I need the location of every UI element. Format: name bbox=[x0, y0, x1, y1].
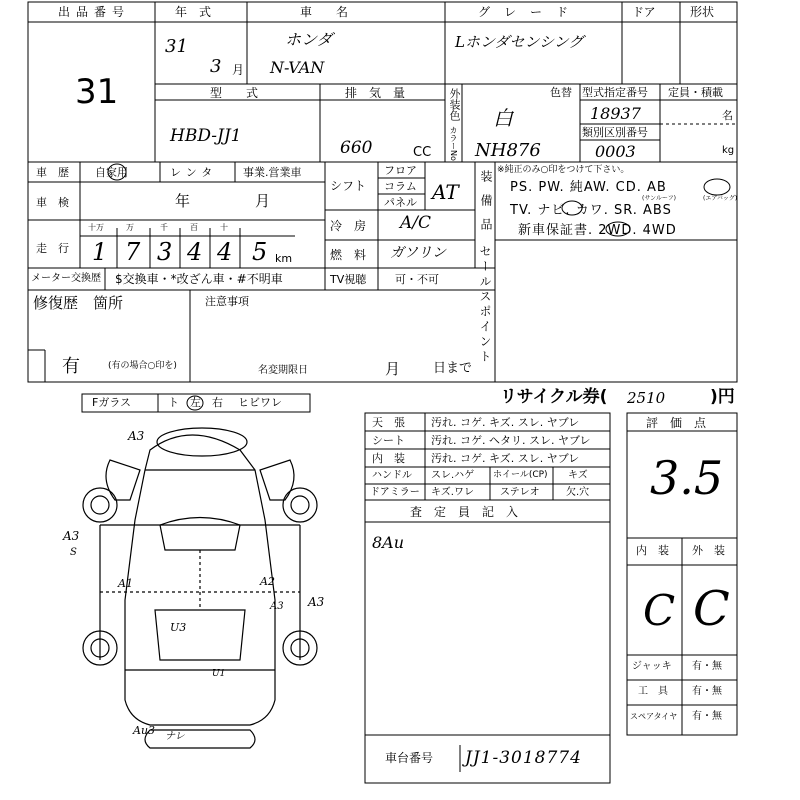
grade-value: Lホンダセンシング bbox=[455, 33, 584, 51]
history-option-rental: レンタ bbox=[170, 166, 218, 179]
deadline-label: 名変期限日 bbox=[258, 365, 308, 376]
recycle-unit: )円 bbox=[710, 387, 735, 407]
tv-value: 可・不可 bbox=[395, 273, 439, 286]
inspection-year: 年 bbox=[175, 192, 191, 210]
damage-mark-a3-right: A3 bbox=[270, 601, 284, 612]
color-code-label: カラーNo. bbox=[449, 126, 458, 164]
interior-row-3-label: 内 装 bbox=[372, 452, 405, 465]
lot-number: 31 bbox=[75, 72, 119, 112]
type-designation-value: 18937 bbox=[590, 104, 641, 123]
damage-mark-a2: A2 bbox=[260, 575, 275, 588]
glass-label: Fガラス bbox=[92, 396, 131, 409]
capacity-unit: 名 bbox=[722, 109, 733, 122]
equip-line-2: TV. ナビ. カワ. SR. ABS bbox=[510, 203, 672, 218]
mileage-digit-5: 4 bbox=[217, 238, 233, 266]
glass-option-left: 左 bbox=[190, 396, 201, 409]
damage-mark-left-s: S bbox=[70, 547, 77, 558]
spare-label: スペアタイヤ bbox=[630, 712, 678, 721]
recycle-label: リサイクル券( bbox=[500, 387, 608, 407]
wheel-value: キズ bbox=[568, 470, 588, 481]
type-label: 型 式 bbox=[210, 86, 259, 100]
repair-note: (有の場合○印を) bbox=[108, 361, 177, 371]
type-value: HBD-JJ1 bbox=[170, 126, 242, 146]
inspector-note: 8Au bbox=[372, 533, 405, 552]
maker-label: 車 名 bbox=[300, 5, 349, 19]
mileage-km: km bbox=[275, 252, 293, 265]
maker-value: ホンダ bbox=[285, 30, 333, 49]
mileage-digit-1: 1 bbox=[92, 238, 108, 266]
stereo-options: 欠.穴 bbox=[566, 487, 590, 498]
color-change-label: 色替 bbox=[550, 86, 572, 99]
damage-mark-left: A3 bbox=[63, 529, 80, 543]
interior-row-1-options: 汚れ. コゲ. キズ. スレ. ヤブレ bbox=[431, 416, 580, 429]
exterior-grade-label: 外 装 bbox=[692, 544, 725, 557]
month-unit: 月 bbox=[232, 63, 245, 77]
interior-row-2-label: シート bbox=[372, 434, 405, 447]
interior-row-1-label: 天 張 bbox=[372, 416, 405, 429]
mileage-digit-3: 3 bbox=[157, 238, 173, 266]
meter-label: メーター交換歴 bbox=[31, 273, 101, 284]
fuel-value: ガソリン bbox=[390, 245, 446, 261]
interior-row-3-options: 汚れ. コゲ. キズ. スレ. ヤブレ bbox=[431, 452, 580, 465]
spare-value: 有・無 bbox=[692, 711, 722, 722]
mileage-digit-4: 4 bbox=[187, 238, 203, 266]
shift-option-column: コラム bbox=[384, 180, 417, 193]
cc-unit: CC bbox=[413, 145, 432, 160]
history-option-business: 事業.営業車 bbox=[243, 166, 302, 179]
shift-label: シフト bbox=[330, 179, 367, 193]
jack-value: 有・無 bbox=[692, 661, 722, 672]
year-label: 年 式 bbox=[175, 5, 212, 19]
ac-label: 冷 房 bbox=[330, 219, 367, 233]
exterior-grade: C bbox=[693, 581, 730, 637]
handle-options: スレ.ハゲ bbox=[431, 470, 475, 481]
equip-label: 装備品 bbox=[479, 170, 493, 242]
damage-mark-front: A3 bbox=[128, 429, 145, 443]
inspection-month: 月 bbox=[255, 192, 271, 210]
notes-label: 注意事項 bbox=[205, 295, 249, 308]
month-value: 3 bbox=[210, 56, 222, 77]
mirror-options: キズ.ワレ bbox=[431, 487, 474, 498]
color-code-value: NH876 bbox=[475, 140, 541, 161]
chassis-value: JJ1-3018774 bbox=[465, 748, 582, 768]
mileage-unit-1: 十万 bbox=[88, 223, 104, 232]
rating-label: 評 価 点 bbox=[646, 416, 707, 430]
deadline-day: 日まで bbox=[433, 361, 473, 376]
interior-grade-label: 内 装 bbox=[636, 544, 669, 557]
shift-value: AT bbox=[432, 180, 459, 204]
type-designation-label: 型式指定番号 bbox=[582, 86, 648, 99]
damage-mark-u1: U1 bbox=[212, 669, 226, 679]
deadline-month: 月 bbox=[385, 360, 401, 378]
equip-line-3: 新車保証書. 2WD. 4WD bbox=[518, 223, 677, 238]
mileage-label: 走 行 bbox=[36, 242, 69, 255]
tool-value: 有・無 bbox=[692, 686, 722, 697]
equip-note: ※純正のみ○印をつけて下さい。 bbox=[497, 165, 630, 175]
sales-point-label: セールスポイント bbox=[478, 245, 492, 365]
tv-label: TV視聴 bbox=[330, 273, 367, 286]
equip-line-1: PS. PW. 純AW. CD. AB bbox=[510, 180, 667, 195]
capacity-label: 定員・積載 bbox=[668, 86, 723, 99]
glass-option-crack: ヒビワレ bbox=[238, 396, 282, 409]
displacement-label: 排 気 量 bbox=[345, 86, 406, 100]
equip-line-2-sub: (サンルーフ) bbox=[642, 195, 676, 202]
chassis-label: 車台番号 bbox=[385, 751, 434, 765]
shift-option-floor: フロア bbox=[384, 164, 417, 177]
meter-options: $交換車・*改ざん車・#不明車 bbox=[115, 272, 283, 286]
mileage-unit-3: 千 bbox=[160, 223, 168, 232]
inspector-label: 査 定 員 記 入 bbox=[410, 505, 519, 519]
fuel-label: 燃 料 bbox=[330, 248, 367, 262]
handle-label: ハンドル bbox=[372, 470, 412, 481]
class-number-value: 0003 bbox=[595, 142, 636, 161]
ac-value: A/C bbox=[400, 213, 432, 233]
exterior-label: 外装色 bbox=[448, 88, 461, 121]
damage-mark-a1: A1 bbox=[118, 577, 133, 590]
glass-option-top: ト bbox=[168, 396, 179, 409]
history-label: 車 歴 bbox=[36, 166, 69, 179]
class-number-label: 類別区別番号 bbox=[582, 126, 648, 139]
repair-label: 修復歴 箇所 bbox=[33, 294, 124, 312]
damage-mark-u3: U3 bbox=[170, 621, 187, 634]
model-value: N-VAN bbox=[270, 58, 325, 77]
recycle-value: 2510 bbox=[627, 389, 666, 407]
damage-mark-rear-note: ナレ bbox=[165, 731, 185, 742]
mileage-unit-2: 万 bbox=[126, 223, 134, 232]
inspection-label: 車 検 bbox=[36, 196, 69, 209]
interior-grade: C bbox=[643, 586, 676, 635]
mileage-unit-5: 十 bbox=[220, 223, 228, 232]
history-option-private: 自家用 bbox=[95, 166, 128, 179]
interior-row-2-options: 汚れ. コゲ. ヘタリ. スレ. ヤブレ bbox=[431, 434, 591, 447]
jack-label: ジャッキ bbox=[632, 661, 672, 672]
shape-label: 形状 bbox=[690, 5, 715, 19]
color-value: 白 bbox=[493, 106, 513, 130]
rating-score: 3.5 bbox=[650, 451, 724, 505]
shift-option-panel: パネル bbox=[384, 196, 417, 209]
year-value: 31 bbox=[165, 36, 188, 57]
equip-line-1-sub: (エアバッグ) bbox=[703, 195, 738, 202]
glass-option-right: 右 bbox=[212, 396, 223, 409]
stereo-label: ステレオ bbox=[500, 487, 540, 498]
damage-mark-right: A3 bbox=[308, 595, 325, 609]
door-label: ドア bbox=[632, 5, 656, 19]
displacement-value: 660 bbox=[340, 138, 373, 158]
grade-label: グレード bbox=[478, 5, 583, 19]
mirror-label: ドアミラー bbox=[370, 487, 420, 498]
mileage-digit-6: 5 bbox=[252, 238, 268, 266]
tool-label: 工 具 bbox=[638, 686, 668, 697]
repair-value: 有 bbox=[62, 356, 80, 377]
wheel-label: ホイール(CP) bbox=[493, 470, 548, 480]
damage-mark-rear: Au3 bbox=[133, 724, 156, 737]
mileage-unit-4: 百 bbox=[190, 223, 198, 232]
mileage-digit-2: 7 bbox=[125, 238, 141, 266]
load-unit: kg bbox=[722, 145, 735, 156]
lot-label: 出品番号 bbox=[58, 5, 131, 19]
